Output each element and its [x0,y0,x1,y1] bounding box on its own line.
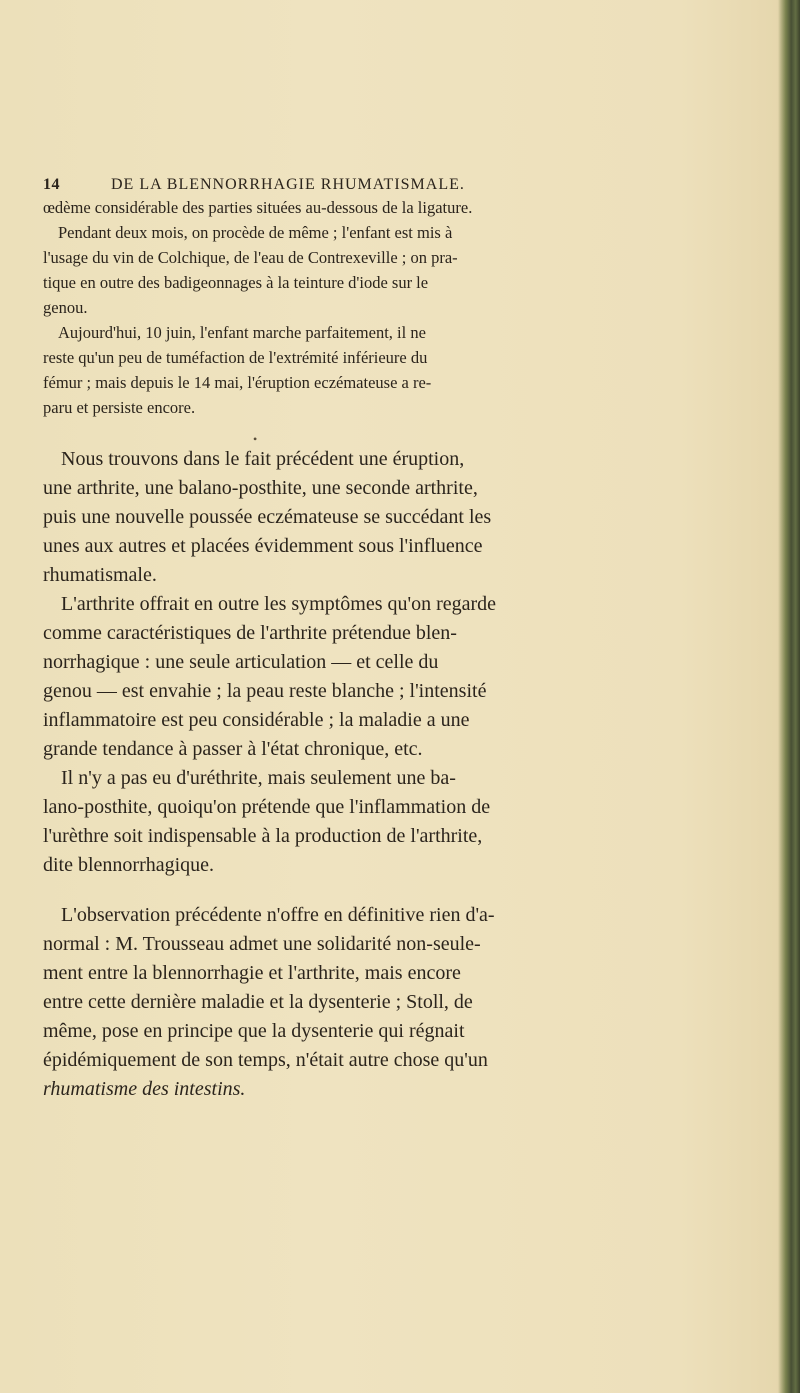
text-line: Pendant deux mois, on procède de même ; l'enfant est mis à [58,223,453,242]
text-line: ment entre la blennorrhagie et l'arthrite, mais encore [43,962,461,984]
text-line: normal : M. Trousseau admet une solidarité non-seule- [43,933,481,955]
text-line: genou — est envahie ; la peau reste blanche ; l'intensité [43,680,487,702]
running-title: DE LA BLENNORRHAGIE RHUMATISMALE. [111,176,465,193]
text-line: fémur ; mais depuis le 14 mai, l'éruption eczémateuse a re- [43,373,432,392]
text-line: norrhagique : une seule articulation — et celle du [43,651,439,673]
text-line: épidémiquement de son temps, n'était autre chose qu'un [43,1049,488,1071]
text-line: unes aux autres et placées évidemment sous l'influence [43,535,483,557]
page-number: 14 [43,176,60,193]
text-line: puis une nouvelle poussée eczémateuse se succédant les [43,506,492,528]
text-line: entre cette dernière maladie et la dysenterie ; Stoll, de [43,991,473,1013]
text-line: une arthrite, une balano-posthite, une seconde arthrite, [43,477,478,499]
text-line: Il n'y a pas eu d'uréthrite, mais seulement une ba- [61,767,456,789]
text-line-italic: rhumatisme des intestins. [43,1078,246,1100]
text-line: tique en outre des badigeonnages à la teinture d'iode sur le [43,273,429,292]
text-line: grande tendance à passer à l'état chronique, etc. [43,738,423,760]
text-line: l'urèthre soit indispensable à la production de l'arthrite, [43,825,483,847]
text-line: œdème considérable des parties situées au-dessous de la ligature. [43,198,473,217]
text-line: comme caractéristiques de l'arthrite prétendue blen- [43,622,457,644]
text-line: L'observation précédente n'offre en définitive rien d'a- [61,904,495,926]
text-line: paru et persiste encore. [43,398,196,417]
ink-speck: • [253,432,258,446]
text-line: Aujourd'hui, 10 juin, l'enfant marche parfaitement, il ne [58,323,426,342]
page-edge-binding [778,0,800,1393]
text-line: inflammatoire est peu considérable ; la maladie a une [43,709,470,731]
text-line: l'usage du vin de Colchique, de l'eau de Contrexeville ; on pra- [43,248,458,267]
text-line: même, pose en principe que la dysenterie qui régnait [43,1020,465,1042]
text-line: genou. [43,298,88,317]
running-header [43,176,683,200]
text-line: Nous trouvons dans le fait précédent une éruption, [61,448,465,470]
text-line: L'arthrite offrait en outre les symptômes qu'on regarde [61,593,497,615]
text-line: rhumatismale. [43,564,157,586]
text-line: reste qu'un peu de tuméfaction de l'extrémité inférieure du [43,348,428,367]
text-line: dite blennorrhagique. [43,854,215,876]
text-line: lano-posthite, quoiqu'on prétende que l'inflammation de [43,796,491,818]
